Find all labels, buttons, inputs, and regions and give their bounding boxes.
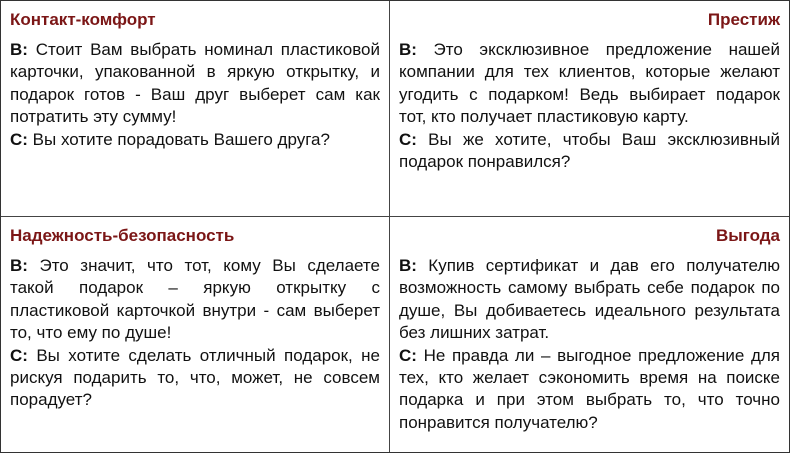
b-text: Это значит, что тот, кому Вы сделаете такой подарок – яркую открытку с пластиковой карточкой внутри - сам выберет то, что ему по душе!	[10, 256, 380, 343]
cell-c-paragraph	[399, 129, 780, 174]
cell-contact-comfort	[1, 1, 389, 216]
cell-b-paragraph	[10, 255, 380, 345]
c-label: С:	[10, 345, 28, 365]
cell-title: Надежность-безопасность	[10, 226, 235, 245]
c-label: С:	[399, 345, 417, 365]
cell-reliability-safety	[1, 216, 389, 452]
c-text: Вы хотите сделать отличный подарок, не рискуя подарить то, что, может, не совсем порадует?	[10, 345, 380, 410]
b-label: В:	[10, 256, 28, 275]
cell-title: Контакт-комфорт	[10, 10, 156, 29]
cell-title: Престиж	[707, 10, 780, 29]
cell-prestige	[389, 1, 789, 216]
b-text: Купив сертификат и дав его получателю возможность самому выбрать себе подарок по душе, Вы добиваетесь идеального результата без лишних затрат.	[399, 256, 780, 343]
cell-c-paragraph	[399, 345, 780, 435]
cell-c-paragraph	[10, 345, 380, 412]
cell-title: Выгода	[715, 226, 780, 245]
b-text: Это эксклюзивное предложение нашей компании для тех клиентов, которые желают угодить с подарком! Ведь выбирает подарок тот, кто получает пластиковую карту.	[399, 40, 780, 127]
c-label: С:	[10, 129, 28, 149]
c-label: С:	[399, 129, 417, 149]
b-label: В:	[399, 40, 417, 59]
cell-benefit	[389, 216, 789, 452]
c-text: Не правда ли – выгодное предложение для тех, кто желает сэкономить время на поиске подарка и при этом выбрать то, что точно понравится получателю?	[399, 345, 780, 432]
b-label: В:	[10, 40, 28, 59]
b-label: В:	[399, 256, 417, 275]
c-text: Вы же хотите, чтобы Ваш эксклюзивный подарок понравился?	[399, 129, 780, 172]
cell-c-paragraph	[10, 129, 380, 151]
c-text: Вы хотите порадовать Вашего друга?	[27, 129, 330, 149]
cell-b-paragraph	[399, 255, 780, 345]
cell-b-paragraph	[10, 39, 380, 129]
b-text: Стоит Вам выбрать номинал пластиковой карточки, упакованной в яркую открытку, и подарок готов - Ваш друг выберет сам как потратить эту сумму!	[10, 40, 380, 127]
cell-b-paragraph	[399, 39, 780, 129]
